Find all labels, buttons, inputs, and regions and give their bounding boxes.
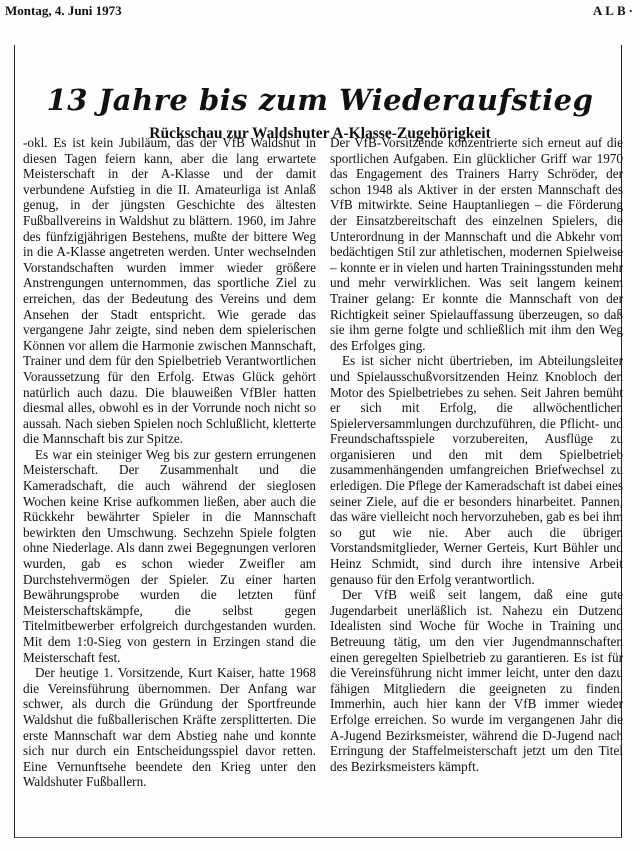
article-column-right	[330, 135, 623, 774]
article-column-left	[23, 135, 316, 790]
article-headline: 13 Jahre bis zum Wiederaufstieg	[46, 83, 594, 117]
paragraph: -okl. Es ist kein Jubiläum, das der VfB Waldshut in diesen Tagen feiern kann, aber die lang erwartete Meisterschaft in der A-Klasse und der damit verbundene Aufstieg in die II. Amateurliga ist Anlaß genug, in der jüngsten Geschichte des ältesten Fußballvereins in Waldshut zu blättern. 1960, im Jahre des fünfzigjährigen Bestehens, mußte der bittere Weg in die A-Klasse angetreten werden. Unter wechselnden Vorstandschaften wurden immer wieder größere Anstrengungen unternommen, das sportliche Ziel zu erreichen, das der Bedeutung des Vereins und dem Ansehen der Stadt entspricht. Wie gerade das vergangene Jahr zeigte, sind neben dem spielerischen Können vor allem die Harmonie zwischen Mannschaft, Trainer und dem für den Spielbetrieb Verantwortlichen Voraussetzung für den Erfolg. Etwas Glück gehört natürlich auch dazu. Die blauweißen VfBler hatten diesmal alles, obwohl es in der Vorrunde noch nicht so aussah. Nach sieben Spielen noch Schlußlicht, kletterte die Mannschaft bis zur Spitze.	[23, 135, 316, 447]
paragraph: Der VfB-Vorsitzende konzentrierte sich erneut auf die sportlichen Aufgaben. Ein glücklicher Griff war 1970 das Engagement des Trainers Harry Schröder, der schon 1948 als Aktiver in der ersten Mannschaft des VfB mitwirkte. Seine Hauptanliegen – die Förderung der Einsatzbereitschaft des einzelnen Spielers, die Unterordnung in der Mannschaft und die Abkehr vom bedächtigen Stil zur athletischen, modernen Spielweise – konnte er in vielen und harten Trainingsstunden mehr und mehr verwirklichen. Was seit langem keinem Trainer gelang: Er konnte die Mannschaft von der Richtigkeit seiner Spielauffassung überzeugen, so daß sie ihm gerne folgte und schließlich mit ihm den Weg des Erfolges ging.	[330, 135, 623, 353]
paragraph: Der heutige 1. Vorsitzende, Kurt Kaiser, hatte 1968 die Vereinsführung übernommen. Der Anfang war schwer, als durch die Gründung der Sportfreunde Waldshut die fußballerischen Kräfte zersplitterten. Die erste Mannschaft war dem Abstieg nahe und konnte sich nur durch ein Entscheidungsspiel davor retten. Eine Vernunftsehe beendete den Krieg unter den Waldshuter Fußballern.	[23, 665, 316, 790]
article-subheadline: Rückschau zur Waldshuter A-Klasse-Zugehörigkeit	[149, 125, 491, 142]
section-marker: ALB·	[592, 3, 636, 18]
paragraph: Der VfB weiß seit langem, daß eine gute Jugendarbeit unerläßlich ist. Nahezu ein Dutzend Idealisten sind Woche für Woche in Training und Betreuung tätig, um den vier Jugendmannschaften einen geregelten Spielbetrieb zu garantieren. Es ist für die Vereinsführung nicht immer leicht, unter den dazu fähigen Mitgliedern die geeigneten zu finden. Immerhin, auch hier kann der VfB immer wieder Erfolge erreichen. So wurde im vergangenen Jahr die A-Jugend Bezirksmeister, während die D-Jugend nach Erringung der Staffelmeisterschaft jetzt um den Titel des Bezirksmeisters kämpft.	[330, 587, 623, 774]
paragraph: Es ist sicher nicht übertrieben, im Abteilungsleiter und Spielausschußvorsitzenden Heinz Knobloch den Motor des Spielbetriebes zu sehen. Seit Jahren bemüht er sich mit Erfolg, die allwöchentlichen Spielerversammlungen durchzuführen, die Pflicht- und Freundschaftsspiele vorzubereiten, Ausflüge zu organisieren und den mit dem Spielbetrieb zusammenhängenden umfangreichen Briefwechsel zu erledigen. Die Pflege der Kameradschaft ist dabei eines seiner Ziele, auf die er besonders hinarbeitet. Pannen, das wäre vielleicht noch hervorzuheben, gab es bei ihm so gut wie nie. Aber auch die übrigen Vorstandsmitglieder, Werner Gerteis, Kurt Bühler und Heinz Schmidt, sind durch ihre intensive Arbeit genauso für den Erfolg verantwortlich.	[330, 353, 623, 587]
paragraph: Es war ein steiniger Weg bis zur gestern errungenen Meisterschaft. Der Zusammenhalt und die Kameradschaft, die auch während der sieglosen Wochen keine Krise aufkommen ließen, aber auch die Rückkehr bewährter Spieler in die Mannschaft bewirkten den Umschwung. Sechzehn Spiele folgten ohne Niederlage. Als dann zwei Begegnungen verloren wurden, gab es schon wieder Zweifler am Durchstehvermögen der Spieler. Zu einer harten Bewährungsprobe wurden die letzten fünf Meisterschaftskämpfe, die selbst gegen Titelmitbewerber erfolgreich durchgestanden wurden. Mit dem 1:0-Sieg von gestern in Erzingen stand die Meisterschaft fest.	[23, 446, 316, 665]
issue-date: Montag, 4. Juni 1973	[5, 3, 122, 18]
